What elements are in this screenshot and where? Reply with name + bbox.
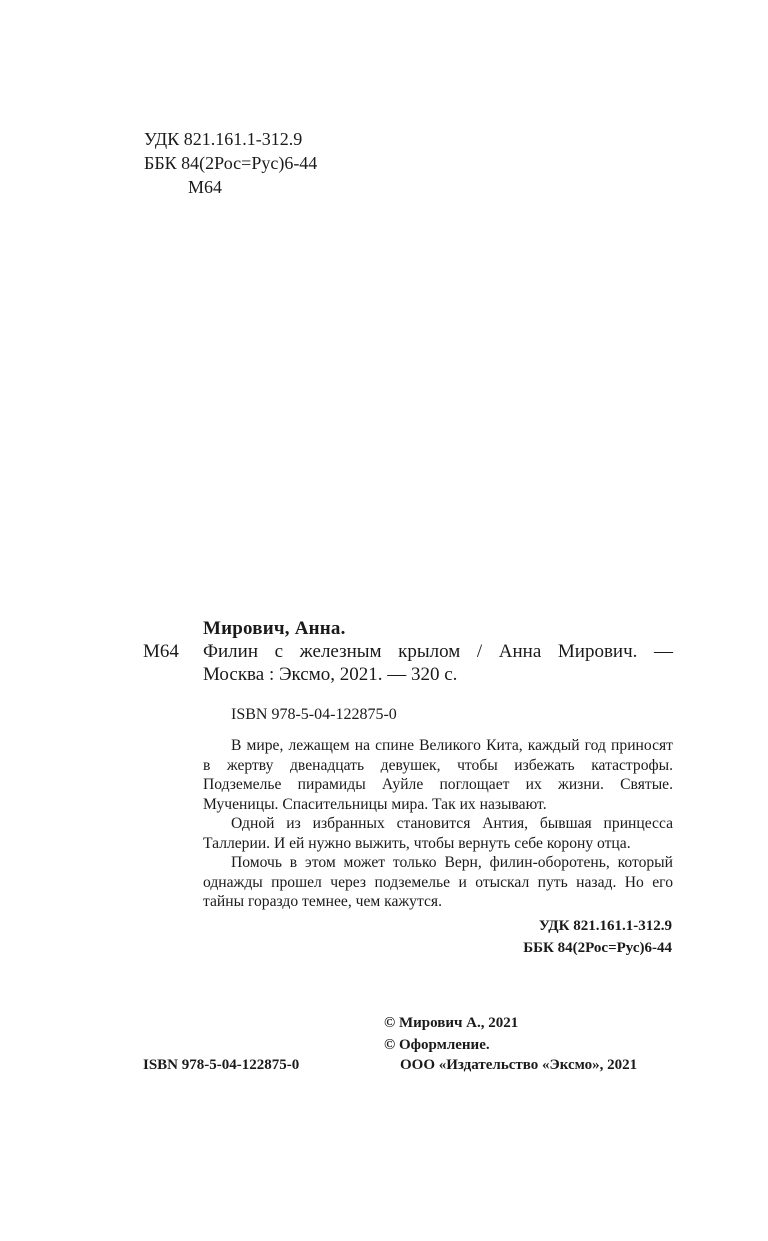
card-bbk-code: ББК 84(2Рос=Рус)6-44 [523,940,672,956]
bottom-isbn: ISBN 978-5-04-122875-0 [143,1057,300,1073]
annotation-paragraph: Помочь в этом может только Верн, филин-оборотень, который однажды прошел через подземелье и отыскал путь назад. Но его тайны гораздо темнее, чем кажутся. [203,854,673,910]
copyright-design: © Оформление. [384,1037,490,1053]
copyright-author: © Мирович А., 2021 [384,1015,519,1031]
card-udk-code: УДК 821.161.1-312.9 [538,918,672,934]
author-mark-code: М64 [188,177,223,197]
bibliographic-description-line-1: Филин с железным крылом / Анна Мирович. — [203,641,673,662]
annotation [203,736,673,912]
card-isbn: ISBN 978-5-04-122875-0 [231,706,397,723]
bibliographic-description-line-2: Москва : Эксмо, 2021. — 320 с. [203,664,458,685]
bbk-code: ББК 84(2Рос=Рус)6-44 [144,153,318,173]
card-author-mark: М64 [143,641,179,662]
annotation-paragraph: В мире, лежащем на спине Великого Кита, каждый год приносят в жертву двенадцать девушек, чтобы избежать катастрофы. Подземелье пирамиды Ауйле поглощает их жизни. Святые. Мученицы. Спасительницы мира. Так их называют. [203,737,673,813]
copyright-publisher: ООО «Издательство «Эксмо», 2021 [400,1057,638,1073]
annotation-paragraph: Одной из избранных становится Антия, бывшая принцесса Таллерии. И ей нужно выжить, чтобы вернуть себе корону отца. [203,815,673,852]
author-heading: Мирович, Анна. [203,618,346,639]
udk-code: УДК 821.161.1-312.9 [144,129,303,149]
